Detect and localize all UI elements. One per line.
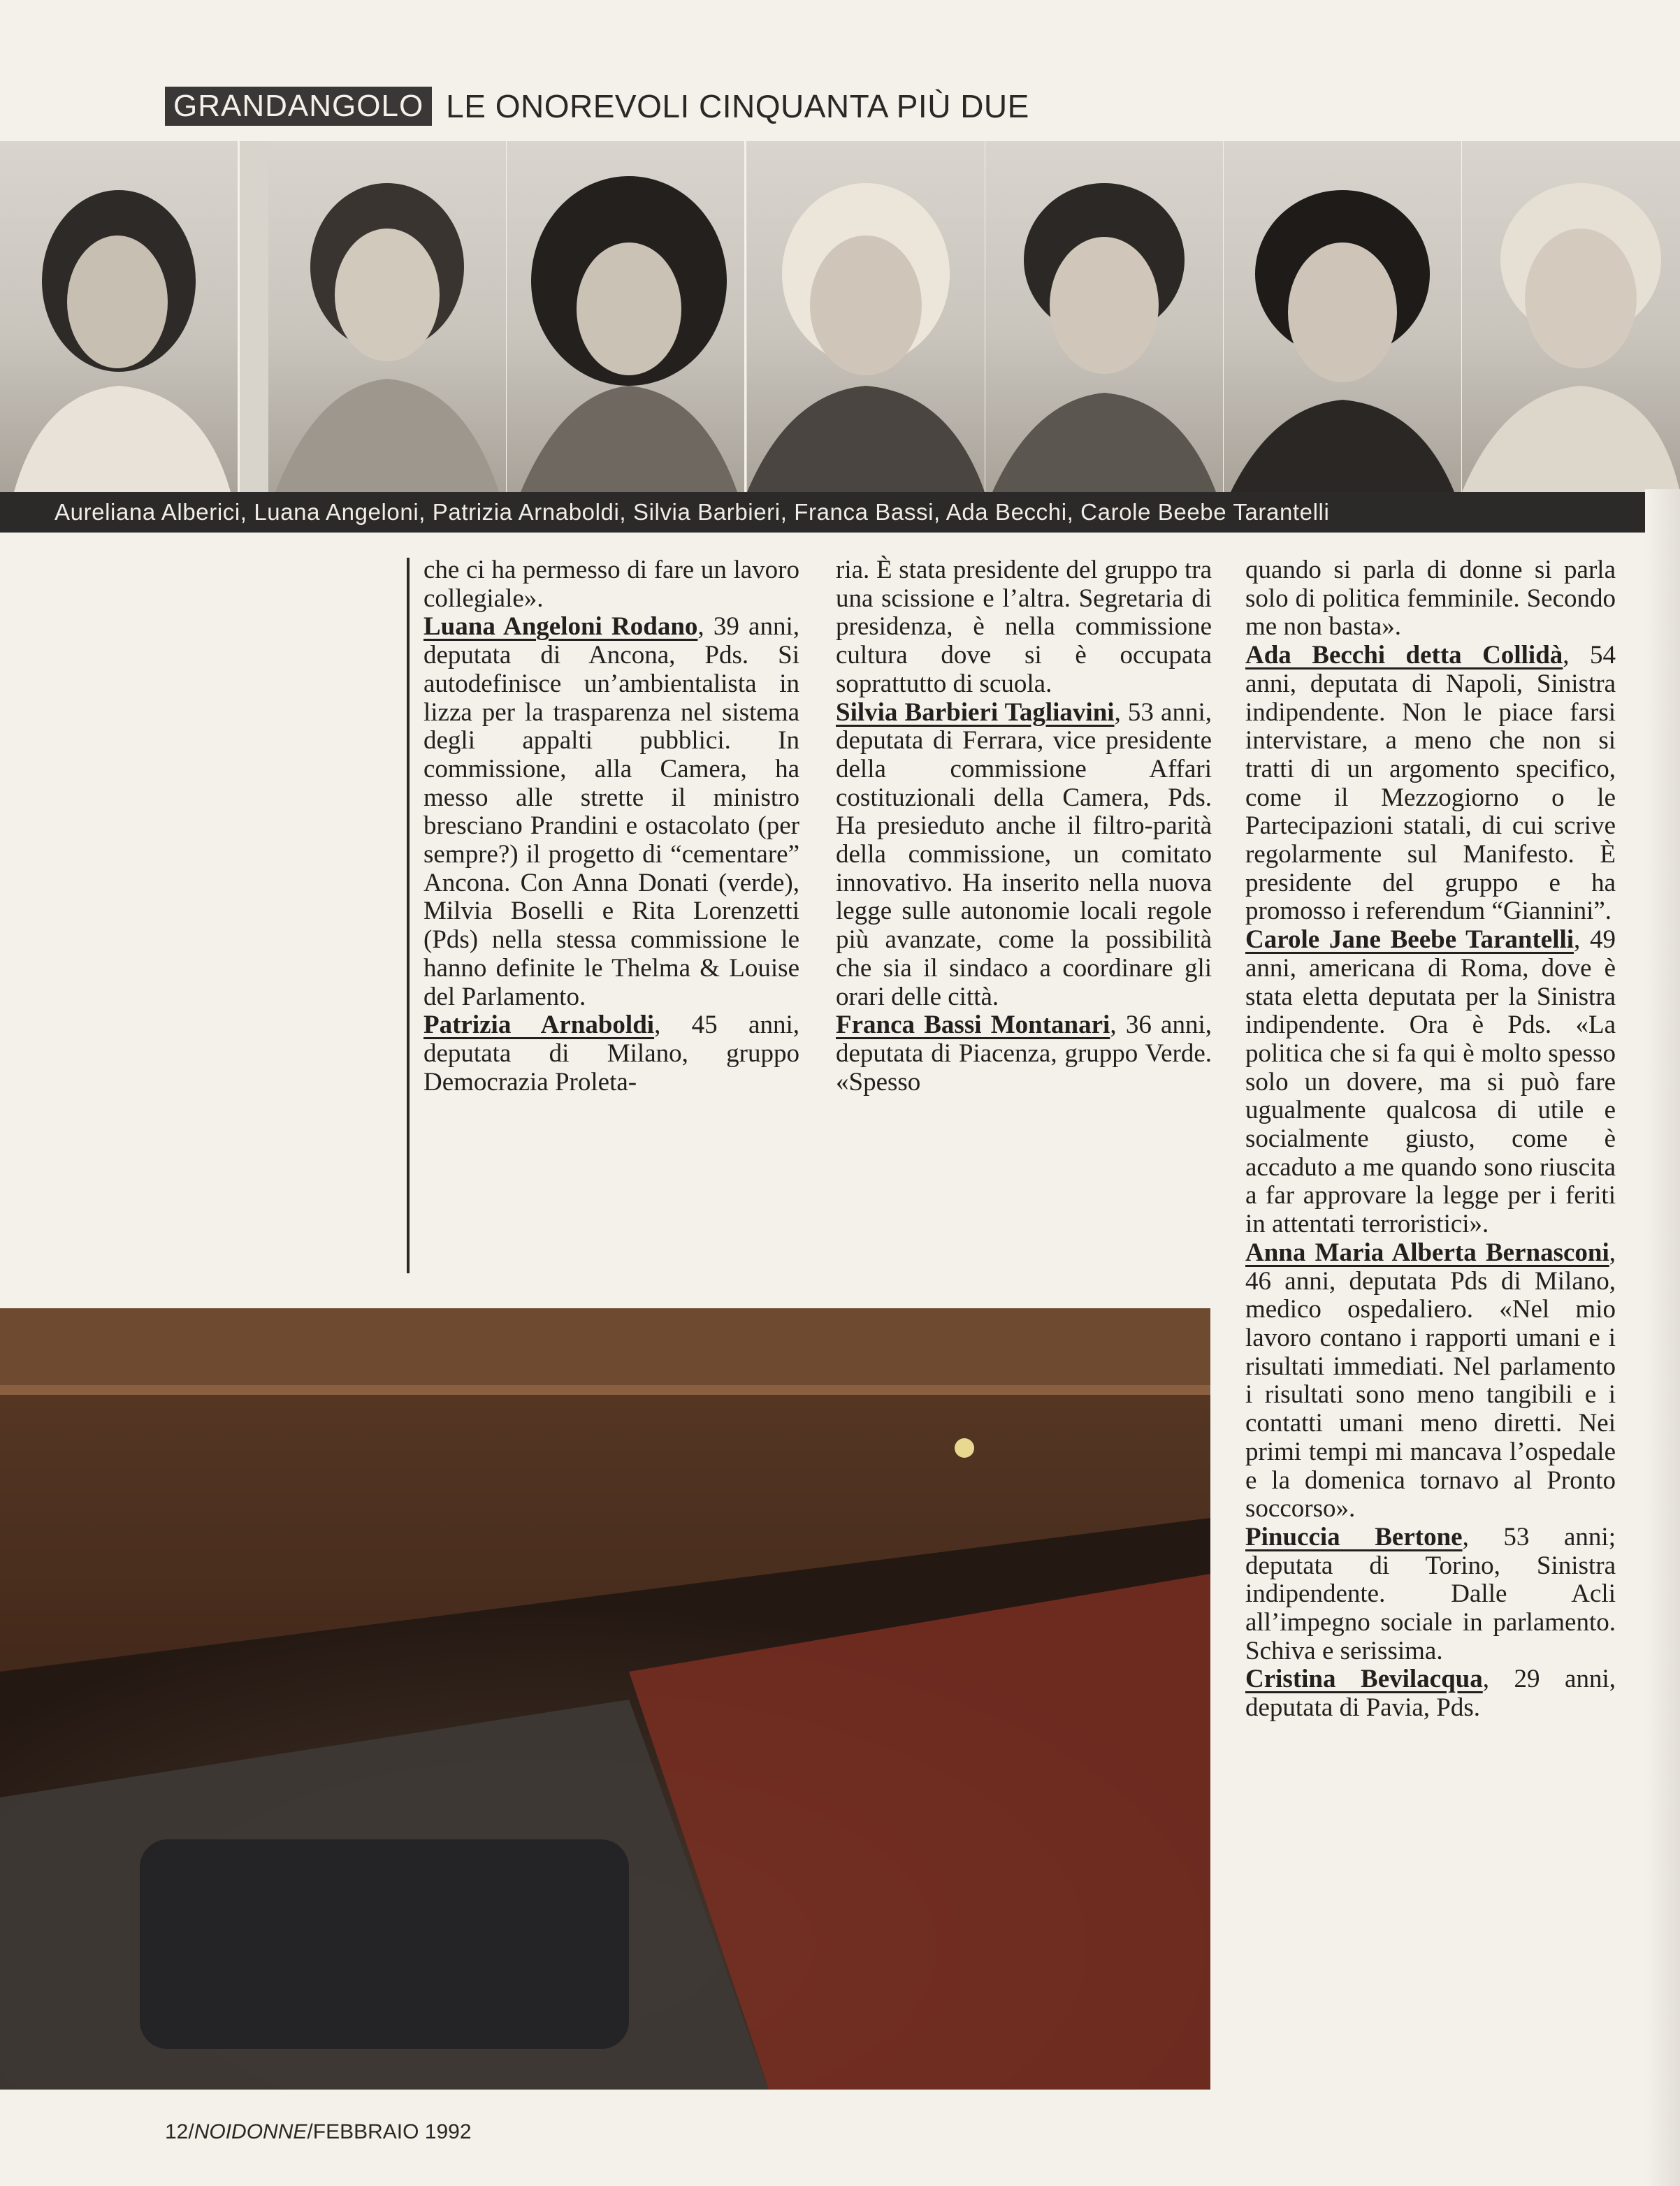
profile-name: Patrizia Arnaboldi	[423, 1011, 655, 1040]
paragraph: Pinuccia Bertone, 53 anni; deputata di Torino, Sinistra indipendente. Dalle Acli all’impegno sociale in parlamento. Schiva e serissima.	[1245, 1522, 1616, 1665]
page-edge	[1645, 489, 1680, 2186]
portrait-photo	[1462, 141, 1680, 492]
profile-name: Franca Bassi Montanari	[836, 1011, 1110, 1040]
portrait-photo	[0, 141, 240, 492]
paragraph: quando si parla di donne si parla solo di politica femminile. Secondo me non basta».	[1245, 556, 1616, 642]
portrait-photo	[747, 141, 987, 492]
paragraph: Franca Bassi Montanari, 36 anni, deputata di Piacenza, gruppo Verde. «Spesso	[836, 1011, 1212, 1096]
portrait-strip	[0, 141, 1680, 492]
paragraph: Cristina Bevilacqua, 29 anni, deputata di Pavia, Pds.	[1245, 1665, 1616, 1723]
profile-name: Cristina Bevilacqua	[1245, 1665, 1483, 1694]
parliament-chamber-photo	[0, 1308, 1210, 2090]
paragraph: Patrizia Arnaboldi, 45 anni, deputata di Milano, gruppo Democrazia Proleta-	[423, 1011, 799, 1096]
paragraph: Silvia Barbieri Tagliavini, 53 anni, deputata di Ferrara, vice presidente della commissione Affari costituzionali della Camera, Pds. Ha presieduto anche il filtro-parità della commissione, un comitato innovativo. Ha inserito nella nuova legge sulle autonomie locali regole più avanzate, come la possibilità che sia il sindaco a coordinare gli orari delle città.	[836, 697, 1212, 1011]
paragraph: ria. È stata presidente del gruppo tra una scissione e l’altra. Segretaria di presidenza, è nella commissione cultura dove si è occupata soprattutto di scuola.	[836, 556, 1212, 698]
profile-name: Anna Maria Alberta Bernasconi	[1245, 1238, 1609, 1267]
page-folio	[165, 2120, 472, 2144]
portrait-photo	[507, 141, 746, 492]
caption-text: Aureliana Alberici, Luana Angeloni, Patrizia Arnaboldi, Silvia Barbieri, Franca Bassi, Ada Becchi, Carole Beebe Tarantelli	[55, 499, 1330, 525]
text-column-2	[836, 556, 1212, 1096]
magazine-name: NOIDONNE	[194, 2120, 307, 2143]
portrait-photo	[985, 141, 1225, 492]
photo-caption	[0, 492, 1680, 533]
page-number: 12/	[165, 2120, 194, 2143]
profile-name: Silvia Barbieri Tagliavini	[836, 697, 1115, 727]
column-rule	[407, 558, 410, 1273]
text-column-1	[423, 556, 799, 1096]
paragraph: Carole Jane Beebe Tarantelli, 49 anni, americana di Roma, dove è stata eletta deputata per la Sinistra indipendente. Ora è Pds. «La politica che si fa qui è molto spesso solo un dovere, ma si può fare ugualmente qualcosa di utile e socialmente giusto, come è accaduto a me quando sono riuscita a far approvare la legge per i feriti in attentati terroristici».	[1245, 925, 1616, 1239]
portrait-photo	[1224, 141, 1463, 492]
paragraph: Luana Angeloni Rodano, 39 anni, deputata di Ancona, Pds. Si autodefinisce un’ambientalista in lizza per la trasparenza nel sistema degli appalti pubblici. In commissione, alla Camera, ha messo alle strette il ministro bresciano Prandini e ostacolato (per sempre?) il progetto di “cementare” Ancona. Con Anna Donati (verde), Milvia Boselli e Rita Lorenzetti (Pds) nella stessa commissione le hanno definite le Thelma & Louise del Parlamento.	[423, 612, 800, 1011]
profile-name: Ada Becchi detta Collidà	[1245, 641, 1563, 670]
paragraph: Ada Becchi detta Collidà, 54 anni, deputata di Napoli, Sinistra indipendente. Non le piace farsi intervistare, a meno che non si tratti di un argomento specifico, come il Mezzogiorno o le Partecipazioni statali, di cui scrive regolarmente sul Manifesto. È presidente del gruppo e ha promosso i referendum “Giannini”.	[1245, 641, 1616, 926]
paragraph: che ci ha permesso di fare un lavoro collegiale».	[423, 556, 799, 613]
portrait-photo	[268, 141, 508, 492]
profile-name: Carole Jane Beebe Tarantelli	[1245, 925, 1574, 955]
page-headline: LE ONOREVOLI CINQUANTA PIÙ DUE	[446, 88, 1029, 124]
profile-name: Pinuccia Bertone	[1245, 1522, 1463, 1551]
profile-name: Luana Angeloni Rodano	[423, 612, 698, 642]
issue-date: /FEBBRAIO 1992	[307, 2120, 472, 2143]
section-header	[165, 87, 1029, 126]
section-kicker: GRANDANGOLO	[165, 87, 432, 126]
paragraph: Anna Maria Alberta Bernasconi, 46 anni, deputata Pds di Milano, medico ospedaliero. «Nel mio lavoro contano i rapporti umani e i risultati immediati. Nel parlamento i risultati sono meno tangibili e i contatti umani meno diretti. Nei primi tempi mi mancava l’ospedale e la domenica tornavo al Pronto soccorso».	[1245, 1238, 1616, 1523]
text-column-3	[1245, 556, 1616, 1723]
